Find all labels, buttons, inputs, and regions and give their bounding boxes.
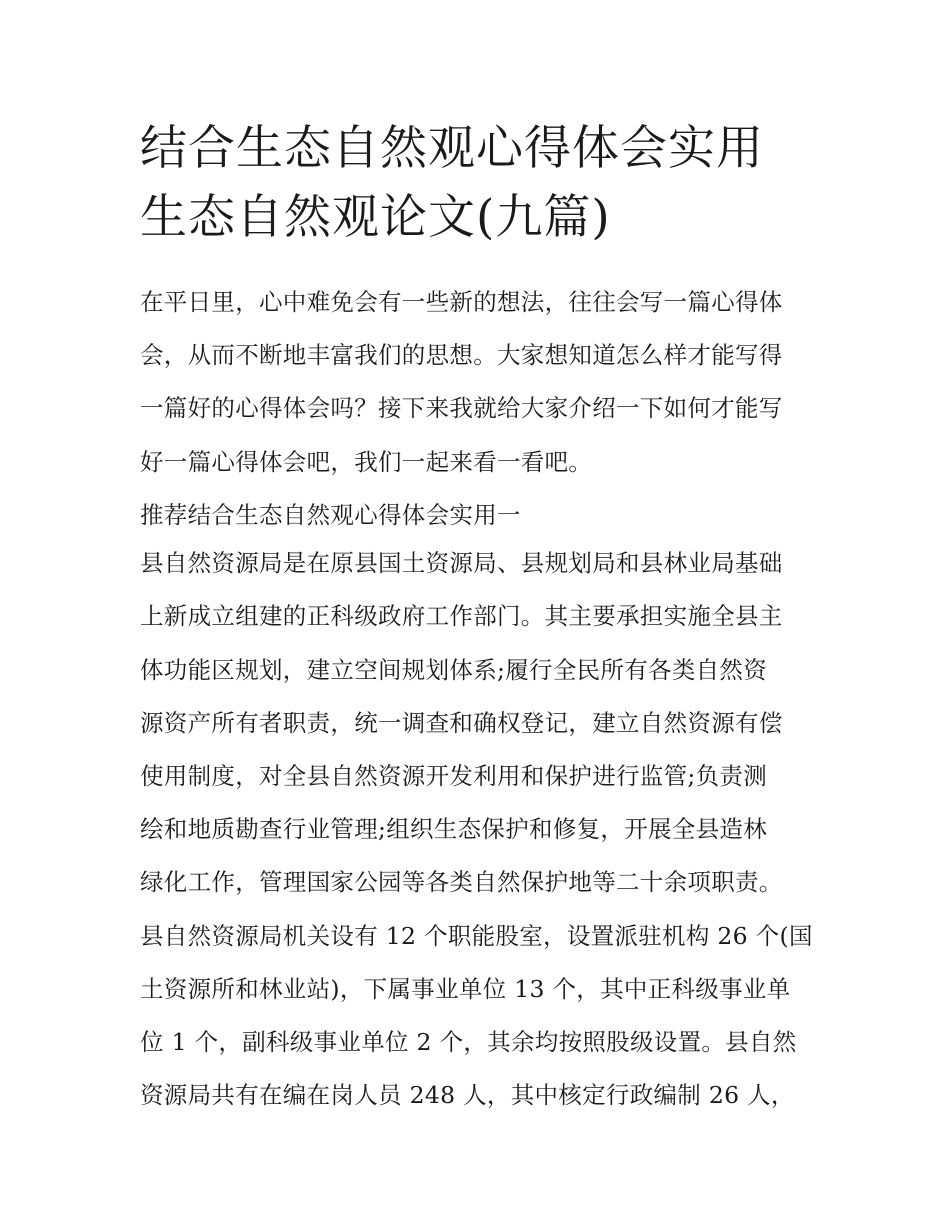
- body-line: 体功能区规划，建立空间规划体系;履行全民所有各类自然资: [140, 655, 768, 684]
- intro-line: 一篇好的心得体会吗？接下来我就给大家介绍一下如何才能写: [140, 394, 783, 423]
- body-line: 绘和地质勘查行业管理;组织生态保护和修复，开展全县造林: [140, 815, 768, 844]
- body-line: 位 1 个，副科级事业单位 2 个，其余均按照股级设置。县自然: [140, 1027, 797, 1056]
- document-title: [140, 114, 830, 252]
- body-line: 使用制度，对全县自然资源开发利用和保护进行监管;负责测: [140, 762, 768, 790]
- body-line: 上新成立组建的正科级政府工作部门。其主要承担实施全县主: [140, 602, 783, 631]
- intro-line: 在平日里，心中难免会有一些新的想法，往往会写一篇心得体: [140, 288, 783, 316]
- body-line: 资源局共有在编在岗人员 248 人，其中核定行政编制 26 人，: [140, 1081, 795, 1110]
- body-line: 土资源所和林业站)，下属事业单位 13 个，其中正科级事业单: [140, 974, 791, 1003]
- body-line: 县自然资源局是在原县国土资源局、县规划局和县林业局基础: [140, 549, 783, 578]
- body-line: 源资产所有者职责，统一调查和确权登记，建立自然资源有偿: [140, 708, 783, 737]
- body-line: 县自然资源局机关设有 12 个职能股室，设置派驻机构 26 个(国: [140, 921, 813, 950]
- body-line: 绿化工作，管理国家公园等各类自然保护地等二十余项职责。: [140, 868, 783, 897]
- intro-line: 会，从而不断地丰富我们的思想。大家想知道怎么样才能写得: [140, 341, 783, 370]
- title-line: 生态自然观论文(九篇): [140, 190, 611, 245]
- section-heading: 推荐结合生态自然观心得体会实用一: [140, 500, 521, 529]
- intro-line: 好一篇心得体会吧，我们一起来看一看吧。: [140, 447, 593, 476]
- document-body: [140, 280, 830, 1126]
- title-line: 结合生态自然观心得体会实用: [140, 121, 764, 176]
